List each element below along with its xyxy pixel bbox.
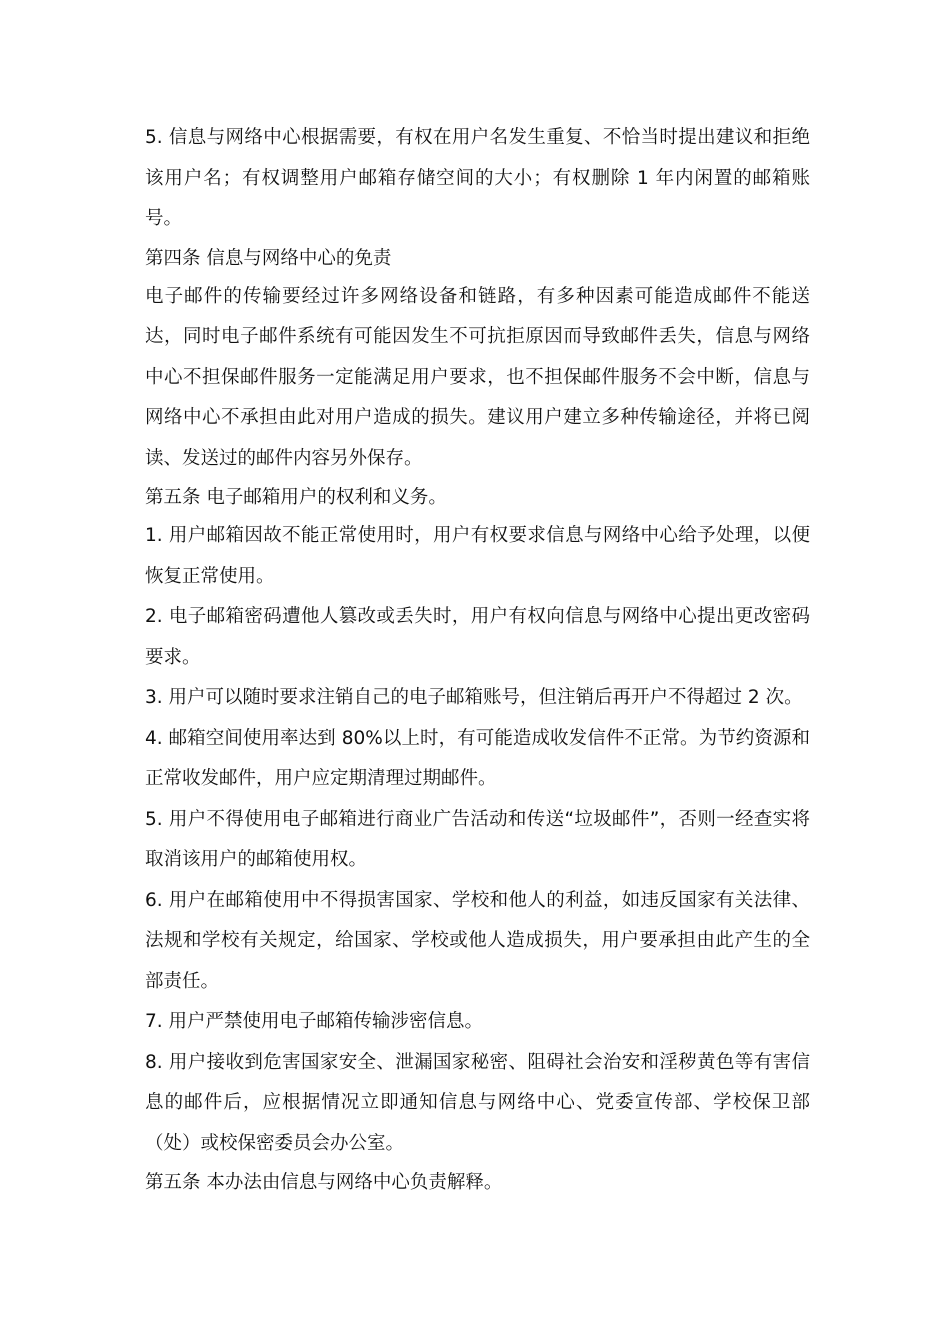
- final-article-heading: 第五条 本办法由信息与网络中心负责解释。: [145, 1172, 503, 1193]
- user-clause-3: 3. 用户可以随时要求注销自己的电子邮箱账号，但注销后再开户不得超过 2 次。: [145, 687, 803, 708]
- user-clause-1: 1. 用户邮箱因故不能正常使用时，用户有权要求信息与网络中心给予处理，以便恢复正常使用。: [145, 525, 810, 587]
- user-clause-8: 8. 用户接收到危害国家安全、泄漏国家秘密、阻碍社会治安和淫秽黄色等有害信息的邮件后，应根据情况立即通知信息与网络中心、党委宣传部、学校保卫部（处）或校保密委员会办公室。: [145, 1051, 810, 1154]
- user-clause-5: 5. 用户不得使用电子邮箱进行商业广告活动和传送“垃圾邮件”，否则一经查实将取消该用户的邮箱使用权。: [145, 808, 810, 870]
- disclaimer-paragraph: 电子邮件的传输要经过许多网络设备和链路，有多种因素可能造成邮件不能送达，同时电子邮件系统有可能因发生不可抗拒原因而导致邮件丢失，信息与网络中心不担保邮件服务一定能满足用户要求，也不担保邮件服务不会中断，信息与网络中心不承担由此对用户造成的损失。建议用户建立多种传输途径，并将已阅读、发送过的邮件内容另外保存。: [145, 285, 810, 469]
- user-clause-2: 2. 电子邮箱密码遭他人篡改或丢失时，用户有权向信息与网络中心提出更改密码要求。: [145, 606, 810, 668]
- article-5-heading: 第五条 电子邮箱用户的权利和义务。: [145, 487, 447, 508]
- user-clause-7: 7. 用户严禁使用电子邮箱传输涉密信息。: [145, 1011, 484, 1032]
- document-page: [145, 118, 810, 1201]
- user-clause-4: 4. 邮箱空间使用率达到 80%以上时，有可能造成收发信件不正常。为节约资源和正常收发邮件，用户应定期清理过期邮件。: [145, 727, 810, 789]
- article-4-heading: 第四条 信息与网络中心的免责: [145, 247, 392, 269]
- user-clause-6: 6. 用户在邮箱使用中不得损害国家、学校和他人的利益，如违反国家有关法律、法规和学校有关规定，给国家、学校或他人造成损失，用户要承担由此产生的全部责任。: [145, 889, 810, 992]
- clause-5-network-center-rights: 5. 信息与网络中心根据需要，有权在用户名发生重复、不恰当时提出建议和拒绝该用户名；有权调整用户邮箱存储空间的大小；有权删除 1 年内闲置的邮箱账号。: [145, 127, 810, 229]
